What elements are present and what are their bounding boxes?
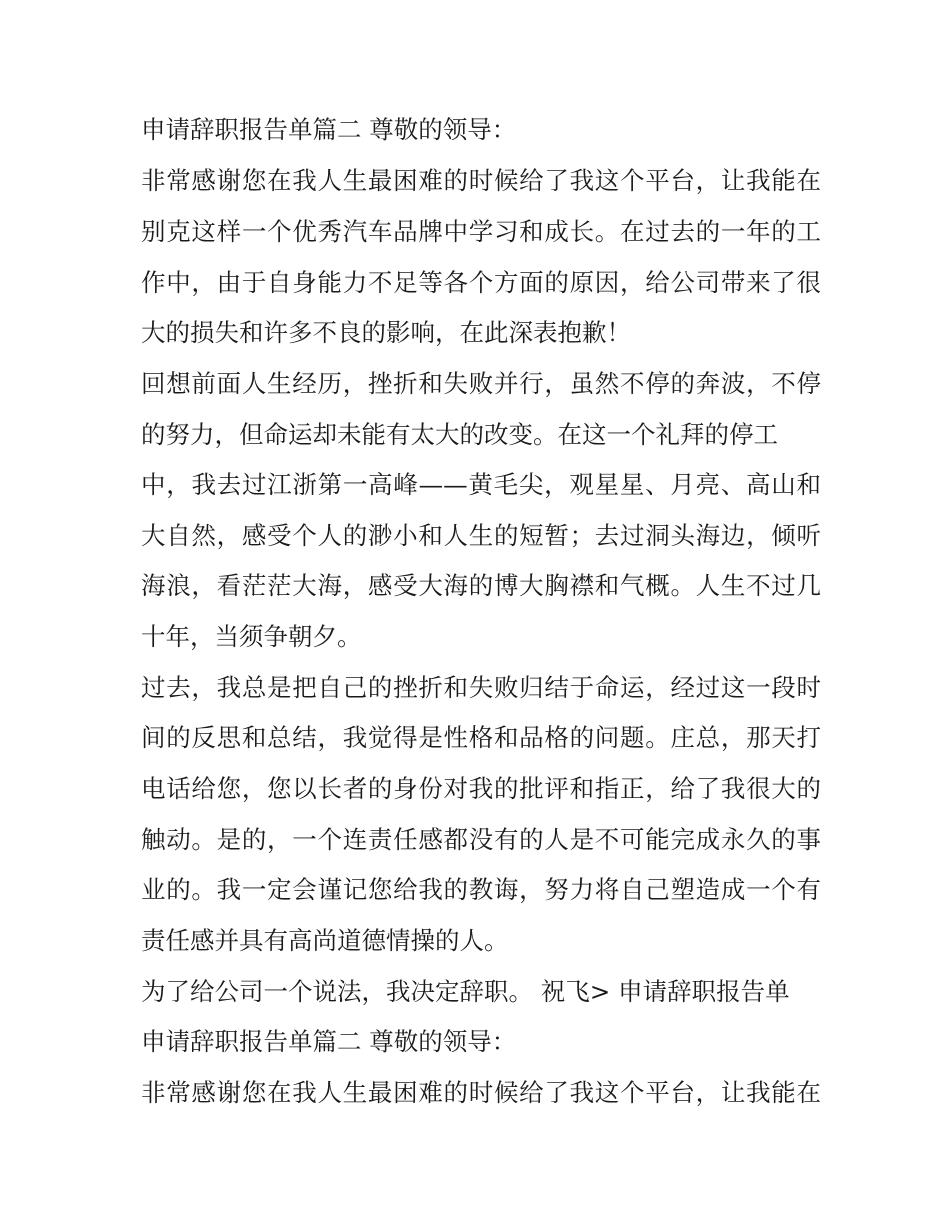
text-line: 非常感谢您在我人生最困难的时候给了我这个平台，让我能在 (141, 166, 821, 195)
text-line: 海浪，看茫茫大海，感受大海的博大胸襟和气概。人生不过几 (141, 571, 821, 600)
heading-line: 申请辞职报告单篇二 尊敬的领导： (141, 115, 517, 144)
text-line: 别克这样一个优秀汽车品牌中学习和成长。在过去的一年的工 (141, 217, 821, 246)
text-line: 中，我去过江浙第一高峰——黄毛尖，观星星、月亮、高山和 (141, 470, 821, 499)
text-line: 间的反思和总结，我觉得是性格和品格的问题。庄总，那天打 (141, 723, 821, 752)
text-line: 为了给公司一个说法，我决定辞职。 祝飞> 申请辞职报告单 (141, 977, 790, 1006)
text-line: 大自然，感受个人的渺小和人生的短暂；去过洞头海边，倾听 (141, 521, 821, 550)
text-line: 电话给您，您以长者的身份对我的批评和指正，给了我很大的 (141, 774, 821, 803)
text-line: 过去，我总是把自己的挫折和失败归结于命运，经过这一段时 (141, 673, 821, 702)
text-line: 的努力，但命运却未能有太大的改变。在这一个礼拜的停工 (141, 420, 778, 449)
text-line: 责任感并具有高尚道德情操的人。 (141, 926, 509, 955)
text-line: 作中，由于自身能力不足等各个方面的原因，给公司带来了很 (141, 268, 821, 297)
text-line: 大的损失和许多不良的影响，在此深表抱歉！ (141, 318, 631, 347)
text-line: 触动。是的，一个连责任感都没有的人是不可能完成永久的事 (141, 825, 821, 854)
text-line: 非常感谢您在我人生最困难的时候给了我这个平台，让我能在 (141, 1078, 821, 1107)
text-line: 回想前面人生经历，挫折和失败并行，虽然不停的奔波，不停 (141, 369, 821, 398)
text-line: 十年，当须争朝夕。 (141, 622, 362, 651)
text-line: 业的。我一定会谨记您给我的教诲，努力将自己塑造成一个有 (141, 875, 821, 904)
heading-line: 申请辞职报告单篇二 尊敬的领导： (141, 1027, 517, 1056)
